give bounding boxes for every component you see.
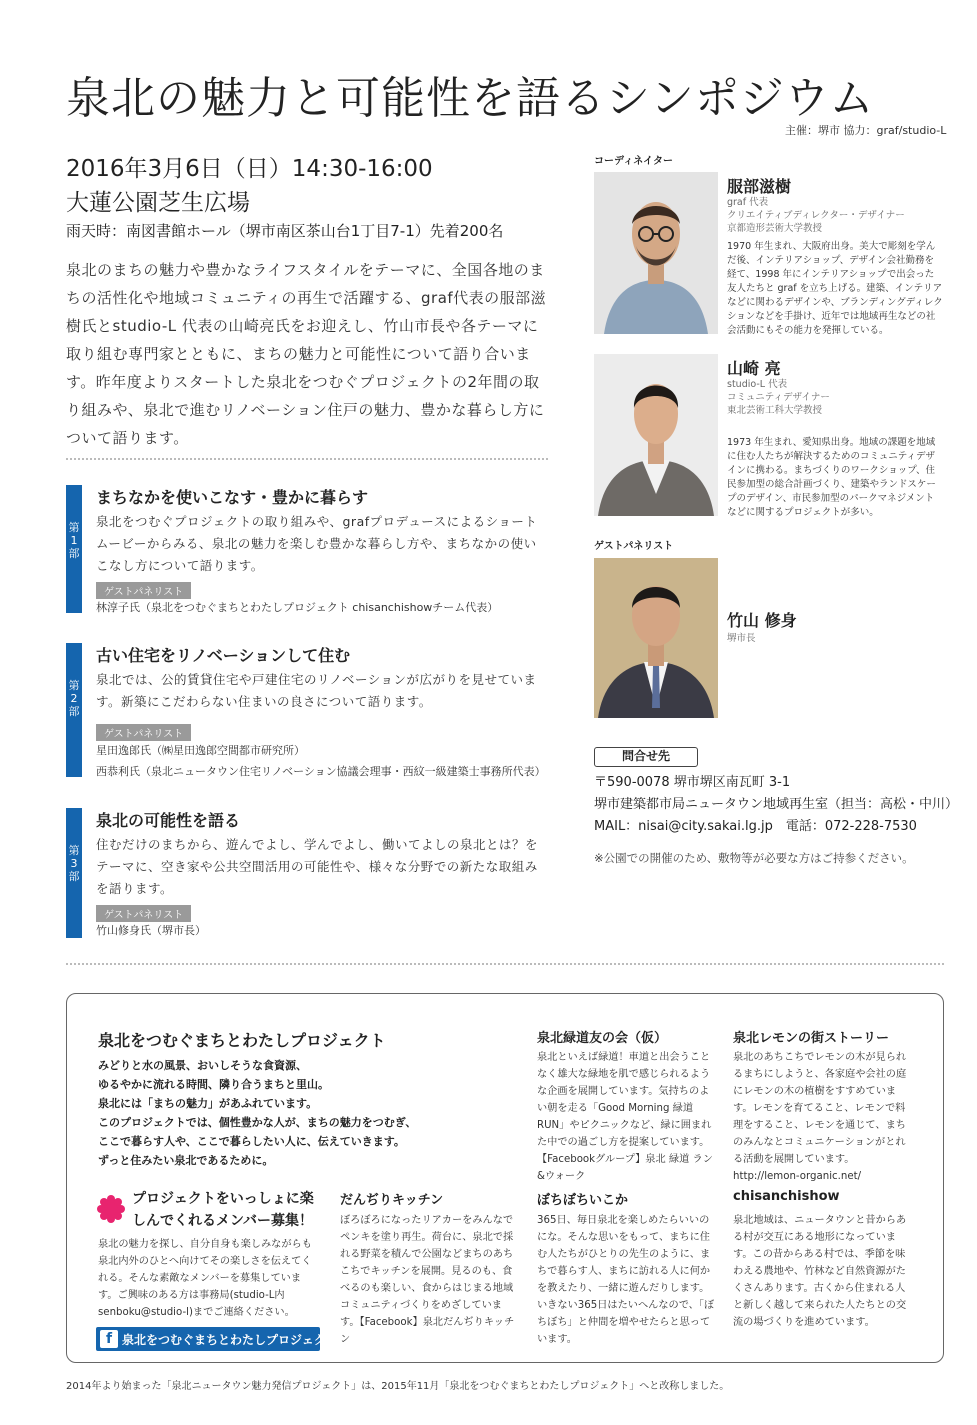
footer-note: 2014年より始まった「泉北ニュータウン魅力発信プロジェクト」は、2015年11月「泉北をつむぐまちとわたしプロジェクト」へと改称しました。 (66, 1381, 730, 1392)
takeyama-name: 竹山 修身 (727, 611, 797, 630)
contact-title: 問合せ先 (594, 747, 698, 767)
part-2-title: 古い住宅をリノベーションして住む (96, 646, 351, 665)
takeyama-photo (594, 558, 718, 718)
part-2-panelist: 西恭利氏（泉北ニュータウン住宅リノベーション協議会理事・西紋一級建築士事務所代表） (96, 765, 546, 778)
project-lead-line: みどりと水の風景、おいしそうな食資源、 (98, 1059, 307, 1072)
recruit-text: 泉北の魅力を探し、自分自身も楽しみながらも泉北内外のひとへ向けてその楽しさを伝えてくれる。そんな素敵なメンバーを募集しています。ご興味のある方は事務局(studio-L内senboku@studio-l)までご連絡ください。 (98, 1239, 312, 1318)
project-lead-line: ずっと住みたい泉北であるために。 (98, 1154, 274, 1167)
team-danjiri-title: だんぢりキッチン (340, 1193, 444, 1208)
event-venue: 大蓮公園芝生広場 (66, 190, 250, 216)
team-danjiri-text: ぼろぼろになったリアカーをみんなでペンキを塗り再生。荷台に、泉北で採れる野菜を積んで公園などまちのあちこちでキッチンを展開。見るのも、食べるのも楽しい、食からはじまる地域コミュニティづくりをめざしています。【Facebook】泉北だんぢりキッチン (340, 1215, 515, 1345)
hattori-role: クリエイティブディレクター・デザイナー (727, 210, 905, 221)
team-ryokudo-text: 泉北といえば緑道！車道と出会うことなく雄大な緑地を肌で感じられるような企画を展開しています。気持ちのよい朝を走る「Good Morning 緑道 RUN」やピクニックなど、緑に囲まれた中での過ごし方を提案しています。【Facebookグループ】泉北 緑道 ラン&ウォーク (537, 1052, 713, 1182)
recruit-title: プロジェクトをいっしょに楽しんでくれるメンバー募集！ (132, 1191, 314, 1229)
event-intro: 泉北のまちの魅力や豊かなライフスタイルをテーマに、全国各地のまちの活性化や地域コミュニティの再生で活躍する、graf代表の服部滋樹氏とstudio-L 代表の山崎亮氏をお迎えし、竹山市長や各テーマに取り組む専門家とともに、まちの魅力と可能性について語り合います。昨年度よりスタートした泉北をつむぐプロジェクトの2年間の取り組みや、泉北で進むリノベーション住戸の魅力、豊かな暮らし方について語ります。 (66, 261, 547, 447)
project-lead-line: ここで暮らす人や、ここで暮らしたい人に、伝えていきます。 (98, 1135, 405, 1148)
part-3-label: 第3部 (66, 808, 82, 938)
divider (66, 963, 944, 965)
yamazaki-name: 山崎 亮 (727, 359, 781, 378)
facebook-link[interactable] (96, 1327, 338, 1351)
part-2-body: 泉北では、公的賃貸住宅や戸建住宅のリノベーションが広がりを見せています。新築にこだわらない住まいの良さについて語ります。 (96, 672, 537, 709)
part-1 (66, 485, 550, 613)
team-ryokudo-title: 泉北緑道友の会（仮） (537, 1031, 668, 1046)
part-2-label: 第2部 (66, 643, 82, 777)
part-2-panelist: 星田逸郎氏（㈱星田逸郎空間都市研究所） (96, 744, 305, 757)
part-1-body: 泉北をつむぐプロジェクトの取り組みや、grafプロデュースによるショートムービーからみる、泉北の魅力を楽しむ豊かな暮らし方や、まちなかの使いこなし方について語ります。 (96, 514, 538, 573)
event-datetime: 2016年3月6日（日）14:30-16:00 (66, 156, 433, 182)
part-3-body: 住むだけのまちから、遊んでよし、学んでよし、働いてよしの泉北とは？をテーマに、空き家や公共空間活用の可能性や、様々な分野での新たな取組みを語ります。 (96, 837, 539, 896)
yamazaki-bio: 1973 年生まれ、愛知県出身。地域の課題を地域に住む人たちが解決するためのコミュニティデザインに携わる。まちづくりのワークショップ、住民参加型の総合計画づくり、建築やランドスケープのデザイン、市民参加型のパークマネジメントなどに関するプロジェクトが多い。 (727, 437, 936, 518)
project-lead-line: このプロジェクトでは、個性豊かな人が、まちの魅力をつむぎ、 (98, 1116, 417, 1129)
contact-mail-phone: MAIL：nisai@city.sakai.lg.jp 電話：072-228-7530 (594, 819, 917, 834)
yamazaki-photo (594, 354, 718, 516)
flower-icon (96, 1194, 126, 1224)
project-title: 泉北をつむぐまちとわたしプロジェクト (98, 1031, 386, 1050)
contact-office: 堺市建築都市局ニュータウン地域再生室（担当：高松・中川） (594, 797, 959, 812)
contact-note: ※公園での開催のため、敷物等が必要な方はご持参ください。 (594, 851, 914, 865)
part-1-panelist: 林淳子氏（泉北をつむぐまちとわたしプロジェクト chisanchishowチーム代表） (96, 601, 499, 614)
part-1-label: 第1部 (66, 485, 82, 613)
team-chisanchishow-text: 泉北地域は、ニュータウンと昔からある村が交互にある地形になっています。この昔からある村では、季節を味わえる農地や、竹林など自然資源がたくさんあります。古くから住まれる人と新しく越して来られた人たちとの交流の場づくりを進めています。 (733, 1215, 907, 1328)
yamazaki-role: コミュニティデザイナー (727, 392, 830, 403)
facebook-label: 泉北をつむぐまちとわたしプロジェクト (122, 1333, 338, 1347)
hattori-roles (727, 196, 905, 235)
part-3-panelist: 竹山修身氏（堺市長） (96, 924, 206, 937)
team-chisanchishow-title: chisanchishow (733, 1189, 840, 1204)
part-1-title: まちなかを使いこなす・豊かに暮らす (96, 488, 369, 507)
project-lead-line: 泉北には「まちの魅力」があふれています。 (98, 1097, 318, 1110)
takeyama-role: 堺市長 (727, 633, 756, 644)
project-lead (98, 1056, 518, 1170)
yamazaki-role: studio-L 代表 (727, 379, 788, 390)
yamazaki-role: 東北芸術工科大学教授 (727, 405, 823, 416)
guest-label: ゲストパネリスト (594, 541, 674, 552)
contact-address: 〒590-0078 堺市堺区南瓦町 3-1 (594, 775, 791, 790)
part-3-tag: ゲストパネリスト (96, 905, 191, 922)
part-3 (66, 808, 550, 938)
page-title: 泉北の魅力と可能性を語るシンポジウム (66, 73, 875, 124)
divider (66, 458, 548, 460)
part-2-tag: ゲストパネリスト (96, 724, 191, 741)
hattori-photo (594, 172, 718, 334)
project-lead-line: ゆるやかに流れる時間、隣り合うまちと里山。 (98, 1078, 329, 1091)
hattori-role: graf 代表 (727, 197, 769, 208)
coordinator-label: コーディネイター (594, 156, 673, 167)
team-bochibochi-title: ぼちぼちいこか (537, 1193, 629, 1208)
organizer-credit: 主催：堺市 協力：graf/studio-L (785, 124, 947, 137)
team-lemon-text: 泉北のあちこちでレモンの木が見られるまちにしようと、各家庭や会社の庭にレモンの木の植樹をすすめています。レモンを育てること、レモンで料理をすること、レモンを通じて、まちのみんなとコミュニケーションがとれる活動を展開しています。http://lemon-organic.net/ (733, 1052, 907, 1182)
team-bochibochi-text: 365日、毎日泉北を楽しめたらいいのにな。そんな思いをもって、まちに住む人たちがひとりの先生のように、まちで暮らす人、まちに訪れる人に何かを教えたり、一緒に遊んだりします。いきない365日はたいへんなので、「ぼちぼち」と仲間を増やせたらと思っています。 (537, 1215, 715, 1345)
hattori-name: 服部滋樹 (727, 177, 792, 196)
rain-venue: 雨天時：南図書館ホール（堺市南区茶山台1丁目7-1）先着200名 (66, 222, 504, 240)
part-3-title: 泉北の可能性を語る (96, 811, 241, 830)
part-2 (66, 643, 550, 777)
facebook-icon: f (100, 1330, 118, 1348)
hattori-bio: 1970 年生まれ、大阪府出身。美大で彫刻を学んだ後、インテリアショップ、デザイン会社勤務を経て、1998 年にインテリアショップで出会った友人たちと graf を立ち上げる。建築、インテリアなどに関わるデザインや、ブランディングディレクションなどを手掛け、近年では地域再生などの社会活動にもその能力を発揮している。 (727, 241, 943, 336)
hattori-role: 京都造形芸術大学教授 (727, 223, 823, 234)
team-lemon-title: 泉北レモンの街ストーリー (733, 1031, 890, 1046)
yamazaki-roles (727, 378, 830, 417)
part-1-tag: ゲストパネリスト (96, 582, 191, 599)
